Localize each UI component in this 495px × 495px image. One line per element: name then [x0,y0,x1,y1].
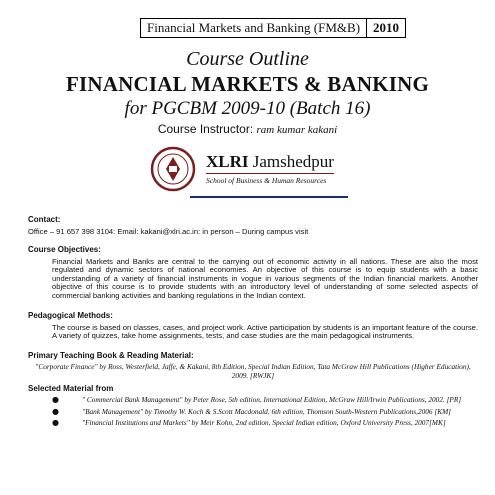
pedagogy-text: The course is based on classes, cases, and project work. Active participation by students is an important feature of the course. A variety of quizzes, take home assignments, tests, and case studies are the main pedagogical instruments. [52,322,478,341]
list-item: ● "Financial Institutions and Markets" by Meir Kohn, 2nd edition, Special Indian edition, Oxford University Press, 2007[MK] [52,418,446,428]
contact-heading: Contact: [28,215,61,224]
course-title: FINANCIAL MARKETS & BANKING [65,72,429,96]
xlri-seal-icon [150,146,196,192]
bullet-icon: ● [52,395,59,404]
logo-tagline: School of Business & Human Resources [206,173,334,185]
list-item: ● "Bank Management" by Timothy W. Koch & S.Scott Macdonald, 6th edition, Thomson South-Western Publications,2006 [KM] [52,406,451,416]
list-item: ● " Commercial Bank Management" by Peter Rose, 5th edition, International Edition, McGraw Hill/Irwin Publications, 2002. [PR] [52,395,462,404]
selected-material-list [52,396,478,431]
course-outline-heading: Course Outline [186,48,309,70]
instructor-name: ram kumar kakani [256,124,338,136]
xlri-logo [150,146,350,192]
header-box [140,18,406,38]
instructor-line [0,122,495,136]
objectives-text: Financial Markets and Banks are central to the carrying out of economic activity in all nations. These are also the most regulated and dynamic sectors of national economies. An objective of this course is to equip students with a basic understanding of a variety of financial instruments in vogue in various segments of the Indian financial markets. Another objective of this course is to provide students with an introductory level of understanding of some selected aspects of commercial banking activities and banking regulations in the Indian context. [52,256,478,300]
instructor-label: Course Instructor: [157,122,254,136]
pedagogy-section [28,312,478,341]
objectives-section [28,246,478,301]
pedagogy-heading: Pedagogical Methods: [28,311,113,320]
selected-material-heading: Selected Material from [28,384,114,393]
logo-name: XLRI Jamshedpur [206,152,334,171]
program-subtitle: for PGCBM 2009-10 (Batch 16) [124,98,371,119]
contact-section [28,216,478,236]
primary-material-heading: Primary Teaching Book & Reading Material: [28,351,194,360]
primary-material-section [28,352,478,361]
objectives-heading: Course Objectives: [28,245,101,254]
bullet-icon: ● [52,406,59,416]
primary-reference: "Corporate Finance" by Ross, Westerfield, Jaffe, & Kakani, 8th Edition, Special Indian Edition, Tata McGraw Hill Publications (Higher Education), 2009. [RWJK] [35,362,471,380]
logo-text [206,153,334,185]
logo-underline [190,196,348,198]
contact-text: Office – 91 657 398 3104: Email: kakani@xlri.ac.in: in person – During campus visit [28,226,309,236]
header-year: 2010 [373,20,400,35]
bullet-icon: ● [52,418,59,428]
header-title: Financial Markets and Banking (FM&B) [141,19,367,37]
selected-material-section [28,385,478,394]
